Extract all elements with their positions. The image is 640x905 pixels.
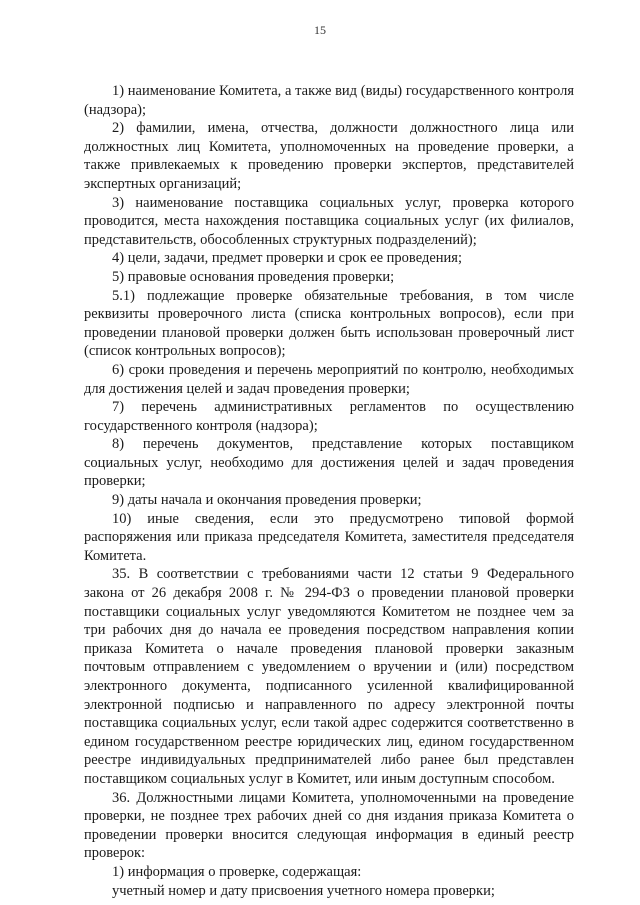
paragraph-clause-35: 35. В соответствии с требованиями части 12 статьи 9 Федерального закона от 26 декабря 2008 г. № 294-ФЗ о проведении плановой проверки поставщики социальных услуг уведомляются Комитетом не позднее чем за три рабочих дня до начала ее проведения посредством направления копии приказа Комитета о начале проведения плановой проверки заказным почтовым отправлением с уведомлением о вручении и (или) посредством электронного документа, подписанного усиленной квалифицированной электронной подписью и направленного по адресу электронной почты поставщика социальных услуг, если такой адрес содержится соответственно в едином государственном реестре юридических лиц, едином государственном реестре индивидуальных предпринимателей либо ранее был представлен поставщиком социальных услуг в Комитет, или иным доступным способом. [84,566,574,787]
paragraph-item-1: 1) наименование Комитета, а также вид (виды) государственного контроля (надзора); [84,83,574,118]
paragraph-item-4: 4) цели, задачи, предмет проверки и срок ее проведения; [112,250,462,267]
paragraph-clause-36-item-1: 1) информация о проверке, содержащая: [112,863,362,880]
document-body [84,82,574,900]
paragraph-item-9: 9) даты начала и окончания проведения проверки; [112,492,422,509]
paragraph-item-5-1: 5.1) подлежащие проверке обязательные требования, в том числе реквизиты проверочного листа (списка контрольных вопросов), если при проведении плановой проверки должен быть использован проверочный лист (список контрольных вопросов); [84,287,574,360]
paragraph-item-5: 5) правовые основания проведения проверки; [112,268,395,285]
paragraph-item-10: 10) иные сведения, если это предусмотрено типовой формой распоряжения или приказа председателя Комитета, заместителя председателя Комитета. [84,510,574,564]
paragraph-last-line: учетный номер и дату присвоения учетного номера проверки; [112,882,495,899]
page-number: 15 [314,23,326,37]
paragraph-clause-36: 36. Должностными лицами Комитета, уполномоченными на проведение проверки, не позднее трех рабочих дней со дня издания приказа Комитета о проведении проверки вносится следующая информация в единый реестр проверок: [84,789,574,862]
paragraph-item-6: 6) сроки проведения и перечень мероприятий по контролю, необходимых для достижения целей и задач проведения проверки; [84,361,574,397]
paragraph-item-2: 2) фамилии, имена, отчества, должности должностного лица или должностных лиц Комитета, уполномоченных на проведение проверки, а также привлекаемых к проведению проверки экспертов, представителей экспертных организаций; [84,120,574,192]
paragraph-item-7: 7) перечень административных регламентов по осуществлению государственного контроля (надзора); [84,399,574,434]
paragraph-item-3: 3) наименование поставщика социальных услуг, проверка которого проводится, места нахождения поставщика социальных услуг (их филиалов, представительств, обособленных структурных подразделений); [84,194,574,248]
paragraph-item-8: 8) перечень документов, представление которых поставщиком социальных услуг, необходимо для достижения целей и задач проведения проверки; [84,436,574,490]
